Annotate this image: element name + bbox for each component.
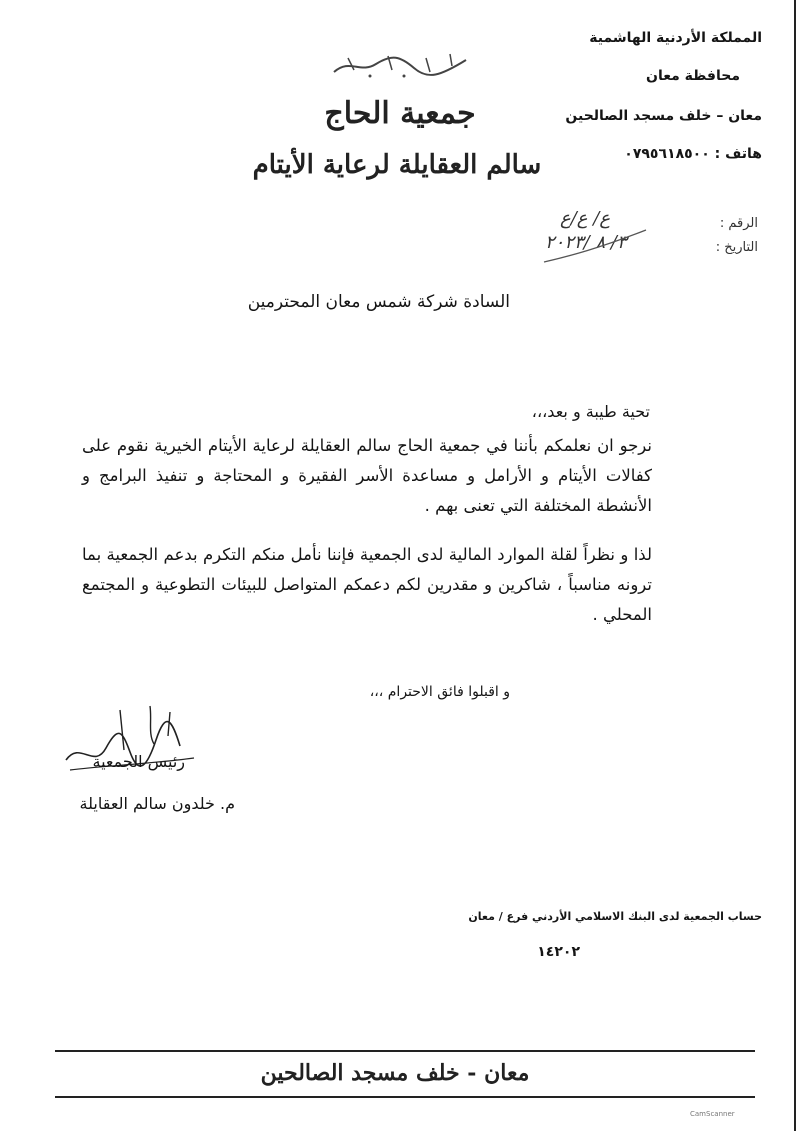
header-governorate: محافظة معان: [646, 68, 740, 84]
association-subtitle: سالم العقايلة لرعاية الأيتام: [252, 150, 542, 180]
addressee: السادة شركة شمس معان المحترمين: [247, 292, 510, 312]
date-label: التاريخ :: [715, 240, 758, 255]
phone-number: ٠٧٩٥٦١٨٥٠٠: [624, 146, 710, 162]
paragraph-1: نرجو ان نعلمكم بأننا في جمعية الحاج سالم العقايلة لرعاية الأيتام الخيرية نقوم على كفالات الأيتام و الأرامل و مساعدة الأسر الفقيرة و المحتاجة و تنفيذ البرامج و الأنشطة المختلفة التي تعنى بهم .: [82, 436, 652, 515]
bank-info: حساب الجمعية لدى البنك الاسلامي الأردني فرع / معان: [468, 910, 762, 923]
ref-value: ع/ ع/ع: [560, 208, 611, 229]
date-value: ٣/ ٨ /٢٠٢٣: [545, 232, 627, 253]
chair-name: م. خلدون سالم العقايلة: [79, 794, 235, 813]
header-kingdom: المملكة الأردنية الهاشمية: [589, 30, 762, 46]
paragraph-2: لذا و نظراً لقلة الموارد المالية لدى الجمعية فإننا نأمل منكم التكرم بدعم الجمعية بما ترونه مناسباً ، شاكرين و مقدرين لكم دعمكم المتواصل للبيئات التطوعية و المجتمع المحلي .: [82, 545, 652, 624]
ref-label: الرقم :: [719, 216, 758, 231]
footer-rule-bottom: [55, 1096, 755, 1098]
footer-rule-top: [55, 1050, 755, 1052]
phone-label: هاتف :: [714, 146, 762, 162]
chair-title: رئيس الجمعية: [92, 752, 185, 771]
bismillah-ornament: [330, 50, 470, 80]
header-address: معان – خلف مسجد الصالحين: [565, 108, 762, 124]
header-phone: [624, 146, 762, 162]
footer-address: معان - خلف مسجد الصالحين: [260, 1060, 530, 1086]
date-stroke-mark: [540, 226, 650, 266]
association-name: جمعية الحاج: [324, 96, 476, 131]
bank-account-number: ١٤٢٠٢: [537, 944, 580, 960]
scanner-watermark: CamScanner: [690, 1110, 735, 1118]
salutation: تحية طيبة و بعد،،،: [531, 402, 650, 421]
page-edge-line: [794, 0, 796, 1131]
closing: و اقبلوا فائق الاحترام ،،،: [369, 684, 510, 700]
